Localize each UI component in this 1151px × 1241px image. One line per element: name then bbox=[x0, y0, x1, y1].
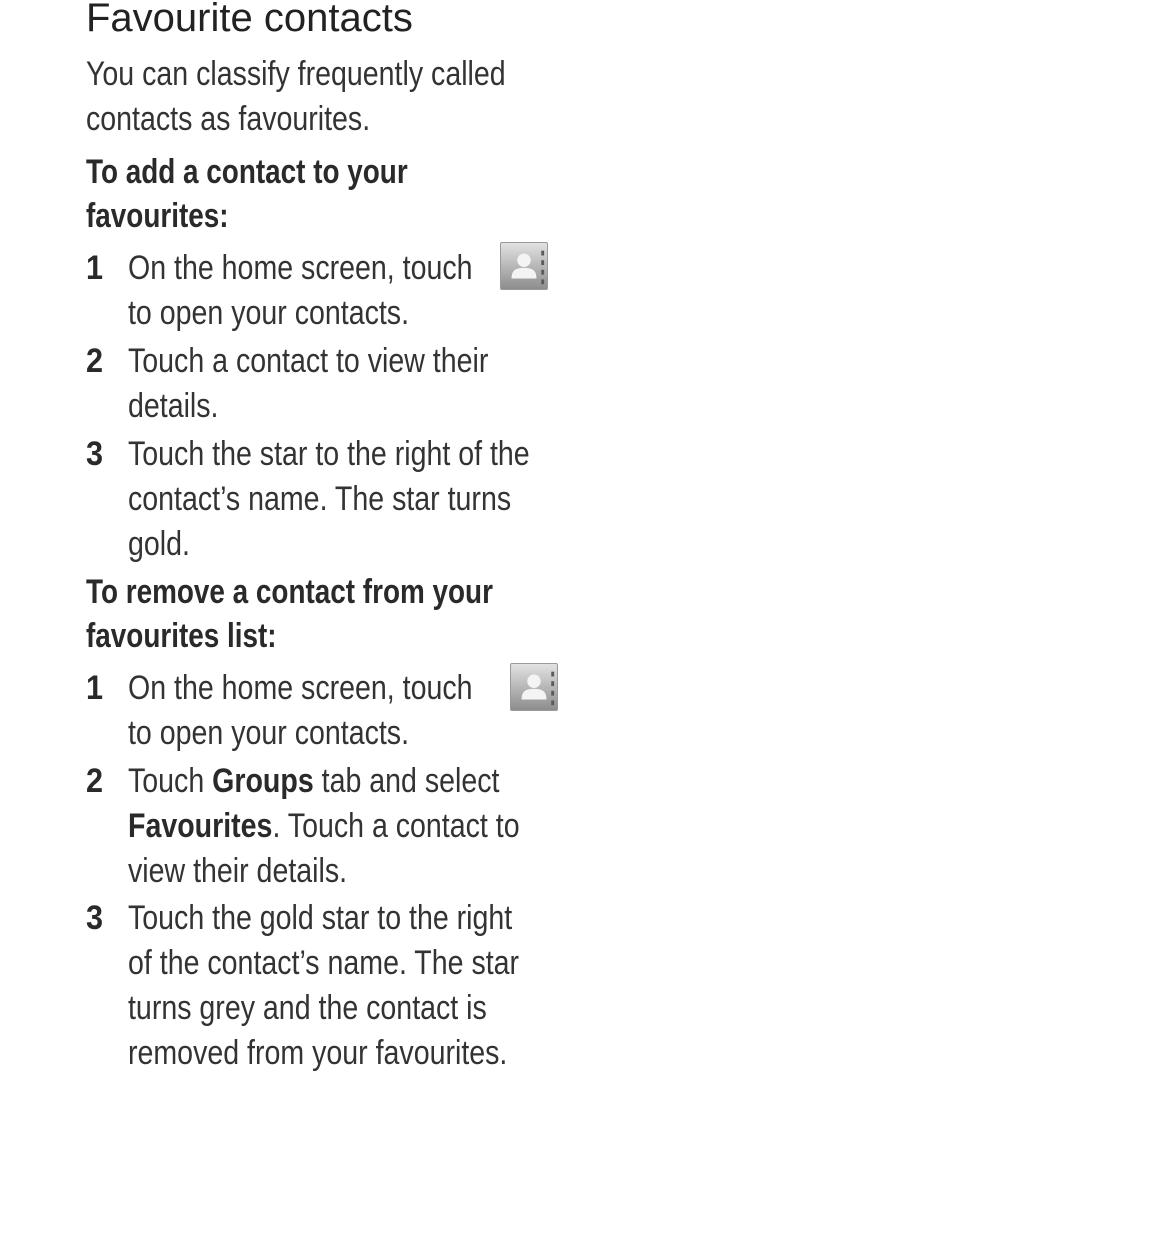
step-number: 2 bbox=[86, 342, 104, 380]
step-line: details. bbox=[128, 387, 219, 425]
step-line: On the home screen, touch bbox=[128, 669, 473, 707]
step-line: to open your contacts. bbox=[128, 294, 410, 332]
step-line: removed from your favourites. bbox=[128, 1034, 508, 1072]
step-text bbox=[128, 759, 565, 894]
contacts-icon bbox=[510, 663, 558, 711]
step-number: 1 bbox=[86, 669, 104, 707]
remove-section-heading bbox=[86, 570, 562, 658]
step-line: Touch a contact to view their bbox=[128, 342, 489, 380]
step-number: 3 bbox=[86, 435, 104, 473]
step-line: contact’s name. The star turns bbox=[128, 480, 512, 518]
step-line: view their details. bbox=[128, 852, 348, 890]
page-title: Favourite contacts bbox=[86, 0, 413, 40]
step-number: 3 bbox=[86, 899, 104, 937]
add-section-heading bbox=[86, 150, 562, 238]
intro-paragraph: You can classify frequently called contacts as favourites. bbox=[86, 55, 506, 138]
step-line: Touch the gold star to the right bbox=[128, 899, 513, 937]
step-text bbox=[128, 896, 565, 1076]
step-line: turns grey and the contact is bbox=[128, 989, 487, 1027]
step-line-post: . Touch a contact to bbox=[272, 807, 520, 845]
step-line: of the contact’s name. The star bbox=[128, 944, 520, 982]
step-line-pre: Touch bbox=[128, 762, 213, 800]
favourites-term: Favourites bbox=[128, 807, 273, 845]
remove-heading-line1: To remove a contact from your bbox=[86, 573, 493, 611]
step-line: Touch the star to the right of the bbox=[128, 435, 530, 473]
step-line: to open your contacts. bbox=[128, 714, 410, 752]
step-text bbox=[128, 666, 565, 756]
step-line-mid: tab and select bbox=[313, 762, 500, 800]
step-line: gold. bbox=[128, 525, 190, 563]
add-heading-line1: To add a contact to your bbox=[86, 153, 408, 191]
groups-term: Groups bbox=[212, 762, 314, 800]
add-heading-line2: favourites: bbox=[86, 197, 229, 235]
step-number: 1 bbox=[86, 249, 104, 287]
remove-heading-line2: favourites list: bbox=[86, 617, 277, 655]
step-number: 2 bbox=[86, 762, 104, 800]
step-text bbox=[128, 339, 565, 429]
step-line: On the home screen, touch bbox=[128, 249, 473, 287]
step-text bbox=[128, 432, 565, 567]
contacts-icon bbox=[500, 242, 548, 290]
